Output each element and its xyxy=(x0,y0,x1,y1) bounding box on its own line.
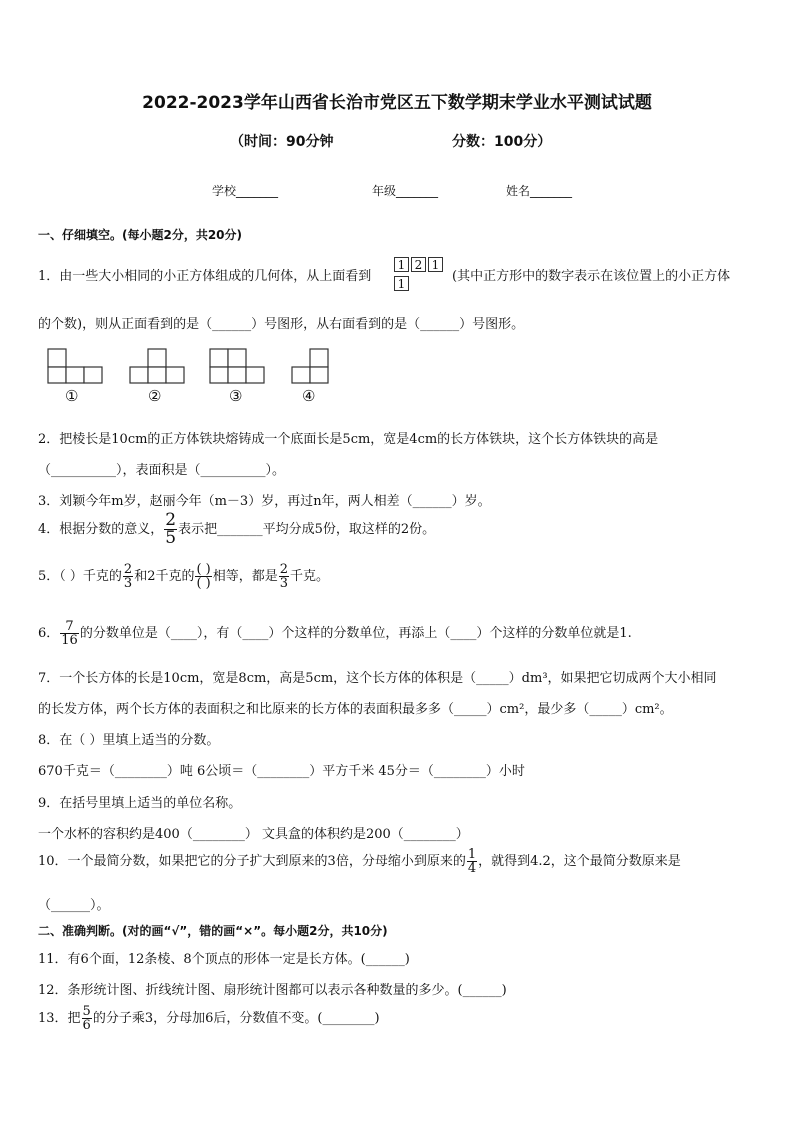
grid-cell: 1 xyxy=(394,257,409,272)
option-label-4: ④ xyxy=(302,387,316,405)
question-2-line-1: 2．把棱长是10cm的正方体铁块熔铸成一个底面长是5cm，宽是4cm的长方体铁块，这个长方体铁块的高是 xyxy=(38,432,659,447)
view-options-figure xyxy=(40,343,340,411)
fraction-2-3-second xyxy=(279,563,289,590)
question-6-text-b: 的分数单位是（____），有（____）个这样的分数单位，再添上（____）个这样的分数单位就是1. xyxy=(79,626,632,641)
school-field: 学校_______ xyxy=(212,184,279,198)
question-5-text-d: 千克。 xyxy=(290,569,330,584)
fraction-2-5 xyxy=(164,512,177,547)
option-label-3: ③ xyxy=(229,387,243,405)
name-field: 姓名_______ xyxy=(506,184,573,198)
fraction-numerator: 2 xyxy=(279,562,289,577)
question-13 xyxy=(38,1005,380,1032)
fraction-5-6 xyxy=(82,1005,92,1032)
question-4-text-a: 4．根据分数的意义， xyxy=(38,522,164,537)
question-2-line-2: （__________），表面积是（__________）。 xyxy=(38,463,286,478)
question-10-line-2: （______）。 xyxy=(38,898,110,913)
page-title: 2022-2023学年山西省长治市党区五下数学期末学业水平测试试题 xyxy=(142,93,652,113)
question-7-line-1: 7．一个长方体的长是10cm，宽是8cm，高是5cm，这个长方体的体积是（_____）dm³，如果把它切成两个大小相同 xyxy=(38,671,717,686)
question-13-text-a: 13．把 xyxy=(38,1011,81,1026)
shape-option-2 xyxy=(130,349,184,383)
question-1-text-b: (其中正方形中的数字表示在该位置上的小正方体 xyxy=(452,269,731,284)
question-4 xyxy=(38,512,435,547)
fraction-numerator: 7 xyxy=(60,620,79,634)
question-10-text-a: 10．一个最简分数，如果把它的分子扩大到原来的3倍，分母缩小到原来的 xyxy=(38,854,466,869)
question-9-line-1: 9．在括号里填上适当的单位名称。 xyxy=(38,796,242,811)
grid-cell: 2 xyxy=(411,257,426,272)
fraction-denominator: ( ) xyxy=(196,576,211,591)
question-5-text-c: 相等，都是 xyxy=(212,569,278,584)
fraction-denominator: 6 xyxy=(82,1018,91,1033)
shape-option-4 xyxy=(292,349,328,383)
question-5-text-b: 和2千克的 xyxy=(134,569,195,584)
question-4-text-b: 表示把_______平均分成5份，取这样的2份。 xyxy=(178,522,436,537)
question-6-text-a: 6． xyxy=(38,626,60,641)
time-limit: （时间：90分钟 xyxy=(230,134,334,150)
question-5 xyxy=(38,563,329,590)
question-11: 11．有6个面，12条棱、8个顶点的形体一定是长方体。(______) xyxy=(38,952,410,967)
fraction-blank xyxy=(195,563,211,590)
top-view-grid xyxy=(394,257,450,297)
fraction-numerator: 2 xyxy=(165,510,177,530)
grade-field: 年级_______ xyxy=(372,184,439,198)
fraction-7-16 xyxy=(60,620,79,647)
fraction-numerator: ( ) xyxy=(196,562,211,577)
fraction-numerator: 1 xyxy=(467,847,477,862)
question-1-text-c: 的个数)，则从正面看到的是（______）号图形，从右面看到的是（______）号图形。 xyxy=(38,317,525,332)
question-1-text-a: 1．由一些大小相同的小正方体组成的几何体，从上面看到 xyxy=(38,269,372,284)
fraction-denominator: 5 xyxy=(165,528,177,548)
total-score: 分数：100分） xyxy=(452,134,552,150)
fraction-denominator: 3 xyxy=(123,576,133,591)
section-1-heading: 一、仔细填空。(每小题2分，共20分) xyxy=(38,228,243,242)
fraction-numerator: 2 xyxy=(123,562,133,577)
question-3: 3．刘颖今年m岁，赵丽今年（m－3）岁，再过n年，两人相差（______）岁。 xyxy=(38,494,491,509)
question-5-text-a: 5．（ ）千克的 xyxy=(38,569,122,584)
question-9-line-2: 一个水杯的容积约是400（________） 文具盒的体积约是200（________） xyxy=(38,827,469,842)
option-label-1: ① xyxy=(65,387,79,405)
shape-option-3 xyxy=(210,349,264,383)
fraction-1-4 xyxy=(467,848,477,875)
question-12: 12．条形统计图、折线统计图、扇形统计图都可以表示各种数量的多少。(______) xyxy=(38,983,507,998)
question-8-line-2: 670千克＝（________）吨 6公顷＝（________）平方千米 45分＝（________）小时 xyxy=(38,764,525,779)
option-label-2: ② xyxy=(148,387,162,405)
view-shapes xyxy=(40,343,340,387)
section-2-heading: 二、准确判断。(对的画“√”，错的画“×”。每小题2分，共10分) xyxy=(38,924,388,938)
question-7-line-2: 的长发方体，两个长方体的表面积之和比原来的长方体的表面积最多多（_____）cm²，最少多（_____）cm²。 xyxy=(38,702,673,717)
grid-cell: 1 xyxy=(428,257,443,272)
fraction-2-3 xyxy=(123,563,133,590)
fraction-numerator: 5 xyxy=(82,1004,91,1019)
question-1-line-1 xyxy=(38,265,371,284)
question-10-text-b: ，就得到4.2，这个最简分数原来是 xyxy=(478,854,681,869)
shape-option-1 xyxy=(48,349,102,383)
question-8-line-1: 8．在（ ）里填上适当的分数。 xyxy=(38,733,220,748)
question-6 xyxy=(38,620,632,647)
fraction-denominator: 16 xyxy=(61,633,78,648)
fraction-denominator: 4 xyxy=(467,861,477,876)
question-13-text-b: 的分子乘3，分母加6后，分数值不变。(________) xyxy=(92,1011,380,1026)
fraction-denominator: 3 xyxy=(279,576,289,591)
question-10-line-1 xyxy=(38,848,681,875)
grid-cell: 1 xyxy=(394,276,409,291)
